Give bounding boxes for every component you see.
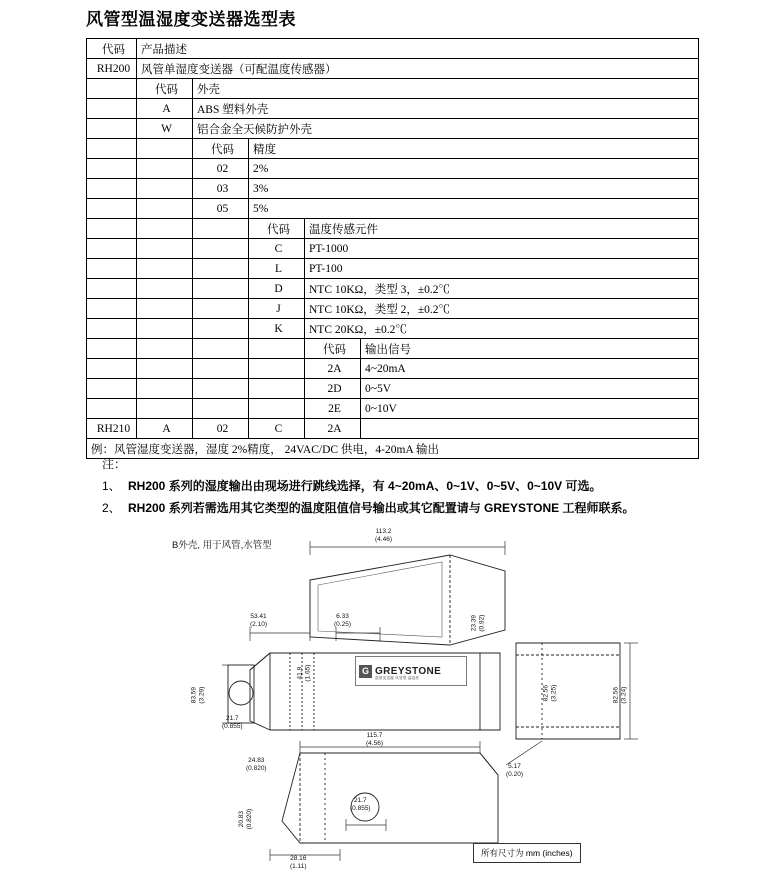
dim-41-9: 41.9 (1.65) bbox=[296, 664, 312, 682]
table-row bbox=[87, 179, 699, 199]
dim-53-41: 53.41 (2.10) bbox=[250, 613, 267, 629]
spacer-cell bbox=[87, 219, 137, 239]
notes-heading: 注： bbox=[102, 457, 127, 471]
row-desc: 温度传感元件 bbox=[305, 219, 699, 239]
note-number: 2、 bbox=[102, 501, 121, 515]
dim-6-33: 6.33 (0.25) bbox=[334, 613, 351, 629]
spacer-cell bbox=[193, 259, 249, 279]
dim-21-7b: 21.7 (0.855) bbox=[350, 797, 371, 813]
table-row bbox=[87, 219, 699, 239]
spacer-cell bbox=[193, 339, 249, 359]
spacer-cell bbox=[87, 379, 137, 399]
row-code: 代码 bbox=[137, 79, 193, 99]
spacer-cell bbox=[87, 299, 137, 319]
spacer-cell bbox=[137, 339, 193, 359]
row-code: A bbox=[137, 99, 193, 119]
spacer-cell bbox=[87, 359, 137, 379]
row-desc: 0~5V bbox=[361, 379, 699, 399]
spacer-cell bbox=[193, 359, 249, 379]
spacer-cell bbox=[193, 399, 249, 419]
row-code: 2A bbox=[305, 359, 361, 379]
row-desc: 精度 bbox=[249, 139, 699, 159]
row-desc: 5% bbox=[249, 199, 699, 219]
greystone-logo-icon: G bbox=[359, 665, 372, 678]
spacer-cell bbox=[87, 279, 137, 299]
spacer-cell bbox=[87, 179, 137, 199]
spacer-cell bbox=[249, 399, 305, 419]
dim-28-16: 28.16 (1.11) bbox=[290, 855, 307, 871]
brand-subtext: 湿度变送器 风管型 温湿度 bbox=[375, 676, 420, 680]
spacer-cell bbox=[137, 219, 193, 239]
spacer-cell bbox=[137, 199, 193, 219]
example-cell-empty bbox=[361, 419, 699, 439]
spacer-cell bbox=[137, 159, 193, 179]
row-code: 03 bbox=[193, 179, 249, 199]
row-desc: NTC 10KΩ，类型 2，±0.2℃ bbox=[305, 299, 699, 319]
row-desc: PT-1000 bbox=[305, 239, 699, 259]
table-row bbox=[87, 339, 699, 359]
table-row bbox=[87, 59, 699, 79]
row-desc: ABS 塑料外壳 bbox=[193, 99, 699, 119]
dim-5-17: 5.17 (0.20) bbox=[506, 763, 523, 779]
brand-plate bbox=[355, 656, 467, 686]
spacer-cell bbox=[193, 379, 249, 399]
row-desc: PT-100 bbox=[305, 259, 699, 279]
table-row bbox=[87, 399, 699, 419]
table-row bbox=[87, 279, 699, 299]
note-item-1 bbox=[102, 477, 601, 494]
technical-drawing bbox=[150, 525, 650, 880]
row-desc: 输出信号 bbox=[361, 339, 699, 359]
row-desc: 铝合金全天候防护外壳 bbox=[193, 119, 699, 139]
spacer-cell bbox=[137, 179, 193, 199]
page-title: 风管型温湿度变送器选型表 bbox=[86, 10, 296, 29]
selection-table-body bbox=[87, 39, 699, 459]
row-code: L bbox=[249, 259, 305, 279]
row-code: 05 bbox=[193, 199, 249, 219]
row-code: D bbox=[249, 279, 305, 299]
drawing-svg bbox=[150, 525, 650, 880]
table-row bbox=[87, 259, 699, 279]
row-code: 2D bbox=[305, 379, 361, 399]
row-code: RH200 bbox=[87, 59, 137, 79]
row-desc: NTC 10KΩ，类型 3，±0.2℃ bbox=[305, 279, 699, 299]
probe-hole bbox=[229, 681, 253, 705]
spacer-cell bbox=[193, 319, 249, 339]
bottom-cover-outline bbox=[282, 753, 498, 843]
spacer-cell bbox=[87, 79, 137, 99]
spacer-cell bbox=[137, 319, 193, 339]
spacer-cell bbox=[193, 299, 249, 319]
example-cell-sensor: C bbox=[249, 419, 305, 439]
dim-83-59: 83.59 (3.29) bbox=[190, 686, 206, 704]
row-code: 代码 bbox=[249, 219, 305, 239]
case-type-label: B外壳, 用于风管,水管型 bbox=[172, 540, 272, 551]
row-code: 代码 bbox=[305, 339, 361, 359]
note-item-2 bbox=[102, 499, 635, 516]
spacer-cell bbox=[87, 159, 137, 179]
row-desc: 风管单湿度变送器（可配温度传感器） bbox=[137, 59, 699, 79]
example-text-row bbox=[87, 439, 699, 459]
spacer-cell bbox=[137, 379, 193, 399]
table-row bbox=[87, 139, 699, 159]
row-code: J bbox=[249, 299, 305, 319]
spacer-cell bbox=[137, 359, 193, 379]
spacer-cell bbox=[193, 279, 249, 299]
dim-82-56b: 82.56 (3.25) bbox=[542, 684, 558, 702]
spacer-cell bbox=[249, 339, 305, 359]
dim-24-83: 24.83 (0.820) bbox=[246, 757, 267, 773]
row-code: W bbox=[137, 119, 193, 139]
spacer-cell bbox=[87, 99, 137, 119]
row-code: 代码 bbox=[193, 139, 249, 159]
spacer-cell bbox=[87, 119, 137, 139]
spacer-cell bbox=[249, 379, 305, 399]
dim-82-56: 82.56 (3.24) bbox=[612, 686, 628, 704]
spacer-cell bbox=[87, 239, 137, 259]
spacer-cell bbox=[87, 199, 137, 219]
row-code: 代码 bbox=[87, 39, 137, 59]
row-desc: NTC 20KΩ，±0.2℃ bbox=[305, 319, 699, 339]
table-row bbox=[87, 119, 699, 139]
spacer-cell bbox=[137, 139, 193, 159]
table-row bbox=[87, 99, 699, 119]
side-view-outline bbox=[516, 643, 620, 739]
spacer-cell bbox=[87, 319, 137, 339]
example-cell-output: 2A bbox=[305, 419, 361, 439]
table-row bbox=[87, 319, 699, 339]
dim-23-39: 23.39 (0.92) bbox=[470, 614, 486, 632]
spacer-cell bbox=[249, 359, 305, 379]
row-desc: 0~10V bbox=[361, 399, 699, 419]
spacer-cell bbox=[87, 339, 137, 359]
dim-115-7: 115.7 (4.56) bbox=[366, 732, 383, 748]
example-row bbox=[87, 419, 699, 439]
spacer-cell bbox=[137, 259, 193, 279]
spacer-cell bbox=[137, 399, 193, 419]
dim-20-83: 20.83 (0.820) bbox=[238, 808, 254, 830]
note-text: RH200 系列若需选用其它类型的温度阻值信号输出或其它配置请与 GREYSTONE 工程师联系。 bbox=[128, 501, 635, 515]
row-code: K bbox=[249, 319, 305, 339]
spacer-cell bbox=[87, 399, 137, 419]
brand-name: GREYSTONE bbox=[375, 665, 442, 677]
example-cell-model: RH210 bbox=[87, 419, 137, 439]
spacer-cell bbox=[87, 259, 137, 279]
example-cell-accuracy: 02 bbox=[193, 419, 249, 439]
row-code: C bbox=[249, 239, 305, 259]
table-row bbox=[87, 79, 699, 99]
table-row bbox=[87, 239, 699, 259]
row-code: 2E bbox=[305, 399, 361, 419]
table-row bbox=[87, 299, 699, 319]
table-row bbox=[87, 359, 699, 379]
spacer-cell bbox=[193, 239, 249, 259]
example-cell-enclosure: A bbox=[137, 419, 193, 439]
spacer-cell bbox=[137, 299, 193, 319]
dim-113-2: 113.2 (4.46) bbox=[375, 528, 392, 544]
row-desc: 3% bbox=[249, 179, 699, 199]
selection-table bbox=[86, 38, 699, 459]
row-desc: 4~20mA bbox=[361, 359, 699, 379]
table-row bbox=[87, 199, 699, 219]
spacer-cell bbox=[137, 239, 193, 259]
note-number: 1、 bbox=[102, 479, 121, 493]
spacer-cell bbox=[193, 219, 249, 239]
table-row bbox=[87, 39, 699, 59]
row-code: 02 bbox=[193, 159, 249, 179]
spacer-cell bbox=[137, 279, 193, 299]
dim-21-7: 21.7 (0.855) bbox=[222, 715, 243, 731]
row-desc: 产品描述 bbox=[137, 39, 699, 59]
units-note: 所有尺寸为 mm (inches) bbox=[473, 843, 581, 863]
note-text: RH200 系列的湿度输出由现场进行跳线选择，有 4~20mA、0~1V、0~5V、0~10V 可选。 bbox=[128, 479, 602, 493]
table-row bbox=[87, 159, 699, 179]
table-row bbox=[87, 379, 699, 399]
example-text: 例：风管湿度变送器，湿度 2%精度， 24VAC/DC 供电，4-20mA 输出 bbox=[87, 439, 699, 459]
spacer-cell bbox=[87, 139, 137, 159]
row-desc: 外壳 bbox=[193, 79, 699, 99]
row-desc: 2% bbox=[249, 159, 699, 179]
